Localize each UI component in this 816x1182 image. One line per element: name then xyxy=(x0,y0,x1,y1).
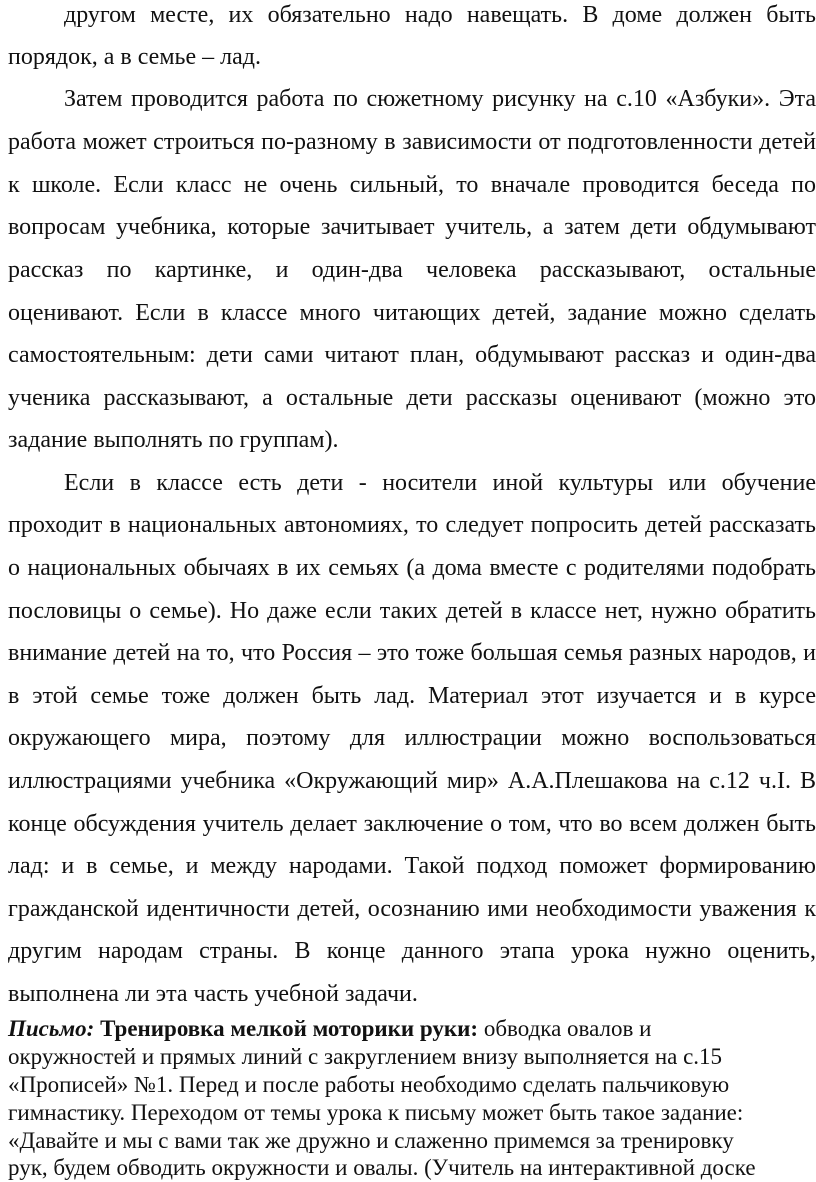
para3-line-2: проходит в национальных автономиях, то следует попросить детей рассказать xyxy=(8,512,816,538)
para2-line-9: задание выполнять по группам). xyxy=(8,427,339,453)
para1-line-2: порядок, а в семье – лад. xyxy=(8,44,261,70)
para3-line-10: лад: и в семье, и между народами. Такой подход поможет формированию xyxy=(8,853,816,879)
section-line-2: окружностей и прямых линий с закруглением внизу выполняется на с.15 xyxy=(8,1044,723,1069)
para2-line-4: вопросам учебника, которые зачитывает учитель, а затем дети обдумывают xyxy=(8,214,816,240)
para3-line-6: в этой семье тоже должен быть лад. Материал этот изучается и в курсе xyxy=(8,683,816,709)
section-line-4: гимнастику. Переходом от темы урока к письму может быть такое задание: xyxy=(8,1100,744,1125)
section-line-6: рук, будем обводить окружности и овалы. (Учитель на интерактивной доске xyxy=(8,1155,756,1180)
section-line-5: «Давайте и мы с вами так же дружно и слаженно примемся за тренировку xyxy=(8,1128,734,1153)
para3-line-11: гражданской идентичности детей, осознанию ими необходимости уважения к xyxy=(8,896,816,922)
para2-line-7: самостоятельным: дети сами читают план, обдумывают рассказ и один-два xyxy=(8,342,816,368)
para3-line-4: пословицы о семье). Но даже если таких детей в классе нет, нужно обратить xyxy=(8,598,816,624)
para2-line-5: рассказ по картинке, и один-два человека рассказывают, остальные xyxy=(8,257,816,283)
section-label-italic: Письмо: xyxy=(8,1016,95,1041)
section-label-bold: Тренировка мелкой моторики руки: xyxy=(100,1016,479,1041)
section-first-line-text: обводка овалов и xyxy=(483,1016,652,1041)
para3-line-1: Если в классе есть дети - носители иной культуры или обучение xyxy=(64,470,816,496)
para1-line-1: другом месте, их обязательно надо навещать. В доме должен быть xyxy=(64,2,816,28)
para3-line-13: выполнена ли эта часть учебной задачи. xyxy=(8,981,418,1007)
para3-line-12: другим народам страны. В конце данного этапа урока нужно оценить, xyxy=(8,938,816,964)
para3-line-9: конце обсуждения учитель делает заключение о том, что во всем должен быть xyxy=(8,811,816,837)
para2-line-1: Затем проводится работа по сюжетному рисунку на с.10 «Азбуки». Эта xyxy=(64,86,816,112)
para2-line-2: работа может строиться по-разному в зависимости от подготовленности детей xyxy=(8,129,816,155)
para2-line-8: ученика рассказывают, а остальные дети рассказы оценивают (можно это xyxy=(8,385,816,411)
para2-line-3: к школе. Если класс не очень сильный, то вначале проводится беседа по xyxy=(8,172,816,198)
para3-line-8: иллюстрациями учебника «Окружающий мир» А.А.Плешакова на с.12 ч.I. В xyxy=(8,768,816,794)
para2-line-6: оценивают. Если в классе много читающих детей, задание можно сделать xyxy=(8,300,816,326)
para3-line-5: внимание детей на то, что Россия – это тоже большая семья разных народов, и xyxy=(8,640,816,666)
writing-section-heading-line xyxy=(8,1015,816,1043)
para3-line-7: окружающего мира, поэтому для иллюстрации можно воспользоваться xyxy=(8,725,816,751)
para3-line-3: о национальных обычаях в их семьях (а дома вместе с родителями подобрать xyxy=(8,555,816,581)
section-line-3: «Прописей» №1. Перед и после работы необходимо сделать пальчиковую xyxy=(8,1072,730,1097)
